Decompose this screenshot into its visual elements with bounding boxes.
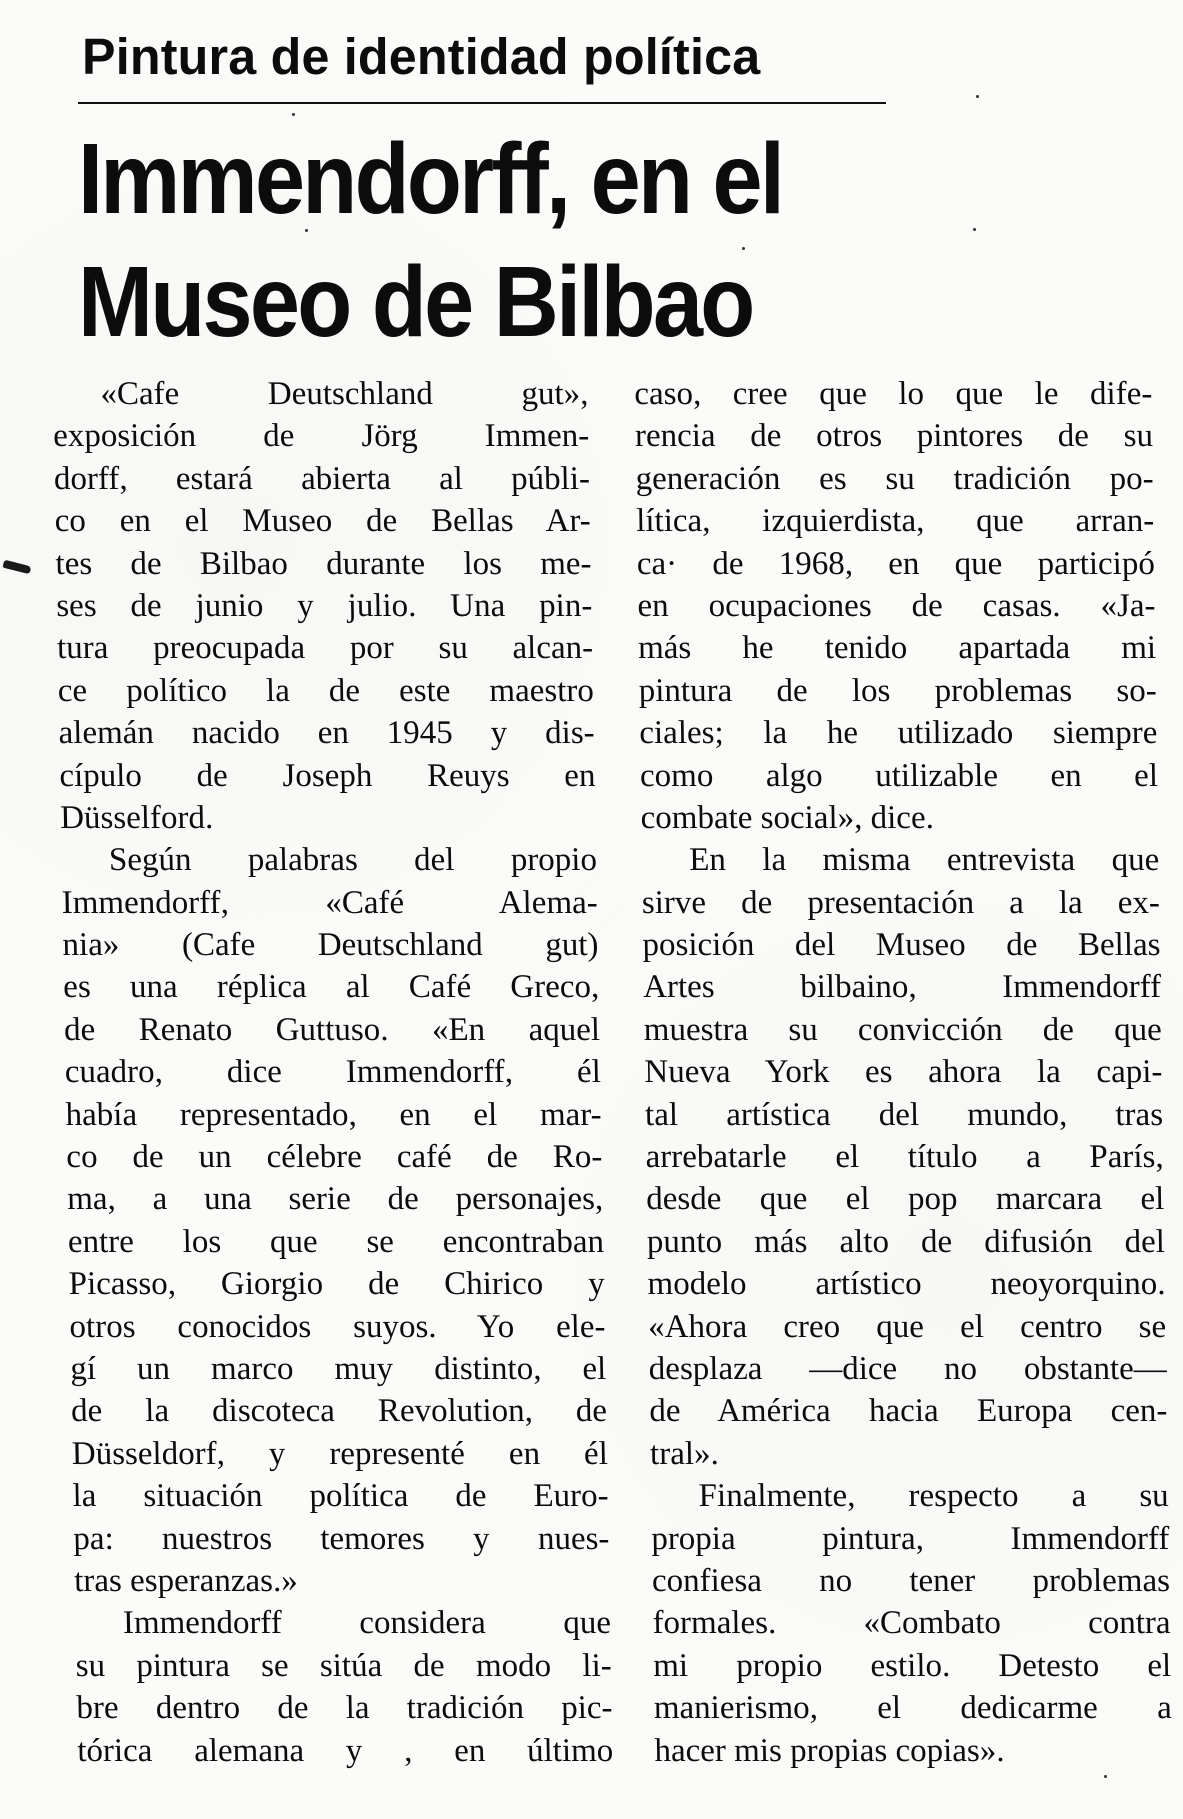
body-text-line: tral». — [649, 1435, 720, 1472]
body-text-line: pa: nuestros temores y nues- — [73, 1520, 610, 1557]
body-text-line: ciales; la he utilizado siempre — [639, 715, 1158, 752]
body-text-line: lítica, izquierdista, que arran- — [635, 503, 1155, 540]
body-text-line: de América hacia Europa cen- — [649, 1393, 1168, 1430]
body-text-line: ce político la de este maestro — [57, 672, 595, 709]
body-text-line: tura preocupada por su alcan- — [56, 630, 594, 667]
body-text-line: mi propio estilo. Detesto el — [652, 1647, 1172, 1684]
body-text-line: ses de junio y julio. Una pin- — [55, 587, 593, 624]
body-text-line: combate social», dice. — [640, 799, 935, 836]
body-text-line: dorff, estará abierta al públi- — [53, 460, 591, 497]
body-text-line: propia pintura, Immendorff — [651, 1520, 1170, 1557]
body-text-line: ca· de 1968, en que participó — [636, 545, 1156, 582]
article-headline — [78, 118, 978, 364]
article-column-right — [634, 373, 1173, 1772]
body-text-line: «Cafe Deutschland gut», — [100, 376, 589, 412]
body-text-line: modelo artístico neoyorquino. — [647, 1266, 1166, 1303]
body-text-line: En la misma entrevista que — [688, 842, 1160, 879]
paper-speck — [976, 95, 979, 98]
body-text-line: bre dentro de la tradición pic- — [76, 1690, 613, 1727]
body-text-line: pintura de los problemas so- — [638, 672, 1157, 709]
body-text-line: Picasso, Giorgio de Chirico y — [68, 1266, 606, 1303]
body-text-line: arrebatarle el título a París, — [645, 1139, 1164, 1176]
headline-line-2: Museo de Bilbao — [78, 246, 753, 358]
kicker-underline-rule — [78, 102, 886, 104]
body-text-line: desplaza —dice no obstante— — [648, 1350, 1168, 1387]
body-text-line: muestra su convicción de que — [643, 1011, 1163, 1048]
body-text-line: en ocupaciones de casas. «Ja- — [637, 587, 1156, 624]
body-text-line: manierismo, el dedicarme a — [653, 1690, 1173, 1727]
body-text-line: Finalmente, respecto a su — [698, 1478, 1169, 1515]
body-text-line: gí un marco muy distinto, el — [69, 1350, 607, 1387]
body-text-line: hacer mis propias copias». — [654, 1732, 1005, 1769]
body-text-line: formales. «Combato contra — [652, 1605, 1171, 1642]
body-text-line: desde que el pop marcara el — [645, 1181, 1165, 1218]
body-text-line: generación es su tradición po- — [635, 460, 1154, 497]
body-text-line: tórica alemana y , en último — [76, 1732, 614, 1769]
body-text-line: es una réplica al Café Greco, — [62, 969, 600, 1006]
body-text-line: co en el Museo de Bellas Ar- — [54, 503, 592, 540]
paper-speck — [1104, 1775, 1107, 1778]
body-text-line: su pintura se sitúa de modo li- — [75, 1647, 613, 1684]
article-kicker: Pintura de identidad política — [82, 28, 761, 85]
paper-speck — [292, 113, 295, 116]
body-text-line: como algo utilizable en el — [639, 757, 1159, 794]
body-text-line: cuadro, dice Immendorff, él — [64, 1054, 602, 1091]
body-text-line: confiesa no tener problemas — [651, 1562, 1171, 1599]
body-text-line: más he tenido apartada mi — [637, 630, 1157, 667]
body-text-line: Nueva York es ahora la capi- — [644, 1054, 1163, 1091]
body-text-line: Immendorff considera que — [122, 1605, 612, 1642]
body-text-line: posición del Museo de Bellas — [642, 927, 1161, 964]
body-text-line: había representado, en el mar- — [65, 1096, 602, 1133]
body-text-line: rencia de otros pintores de su — [634, 418, 1154, 455]
body-text-line: caso, cree que lo que le dife- — [634, 376, 1153, 412]
body-text-line: nia» (Cafe Deutschland gut) — [62, 927, 599, 964]
article-column-left — [52, 373, 614, 1772]
body-text-line: Düsselford. — [59, 799, 214, 836]
body-text-line: otros conocidos suyos. Yo ele- — [69, 1308, 606, 1345]
headline-line-1: Immendorff, en el — [78, 123, 783, 235]
body-text-line: de la discoteca Revolution, de — [70, 1393, 608, 1430]
body-text-line: exposición de Jörg Immen- — [52, 418, 590, 455]
body-text-line: tras esperanzas.» — [73, 1562, 299, 1599]
body-text-line: cípulo de Joseph Reuys en — [59, 757, 596, 794]
body-text-line: alemán nacido en 1945 y dis- — [58, 715, 595, 752]
body-text-line: Artes bilbaino, Immendorff — [642, 969, 1162, 1006]
body-text-line: «Ahora creo que el centro se — [647, 1308, 1167, 1345]
body-text-line: Düsseldorf, y representé en él — [71, 1435, 609, 1472]
stray-ink-mark — [2, 560, 31, 575]
body-text-line: entre los que se encontraban — [67, 1223, 605, 1260]
body-text-line: punto más alto de difusión del — [646, 1223, 1166, 1260]
body-text-line: Immendorff, «Café Alema- — [61, 884, 599, 921]
body-text-line: de Renato Guttuso. «En aquel — [63, 1011, 601, 1048]
body-text-line: la situación política de Euro- — [72, 1478, 609, 1515]
body-text-line: sirve de presentación a la ex- — [641, 884, 1161, 921]
body-text-line: tes de Bilbao durante los me- — [55, 545, 592, 582]
body-text-line: ma, a una serie de personajes, — [66, 1181, 604, 1218]
body-text-line: Según palabras del propio — [108, 842, 598, 879]
body-text-line: tal artística del mundo, tras — [644, 1096, 1164, 1133]
body-text-line: co de un célebre café de Ro- — [66, 1139, 603, 1176]
